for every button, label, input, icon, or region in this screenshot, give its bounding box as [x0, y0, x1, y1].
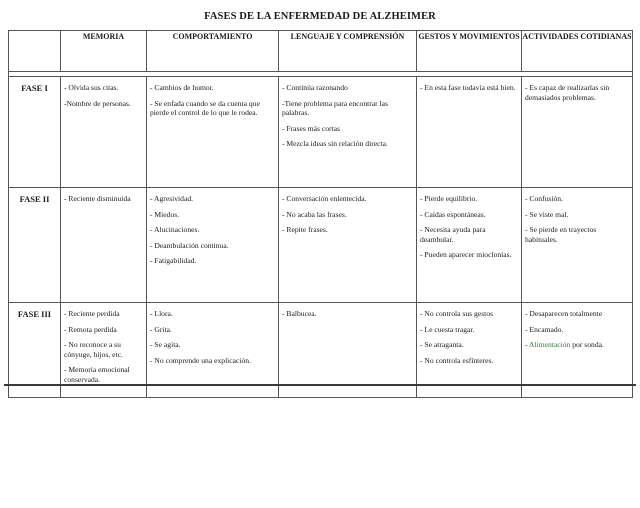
cell-text: - Caídas espontáneas.	[420, 209, 486, 219]
cell-text: - Se agita.	[150, 340, 181, 350]
cell-text: - Cambios de humor.	[150, 83, 214, 92]
cell-text: - Fatigabilidad.	[150, 256, 197, 266]
cell-text: - Frases más cortas	[282, 123, 340, 133]
cell-text: -Tiene problema para encontrar las palabras.	[282, 98, 388, 118]
table-row	[9, 77, 633, 188]
cell-text: - Continúa razonando	[282, 83, 348, 92]
cell-text: - Llora.	[150, 309, 173, 318]
text-suffix: por sonda.	[570, 340, 604, 350]
cell-text: - Alucinaciones.	[150, 225, 200, 235]
cell-text: - Le cuesta tragar.	[420, 324, 475, 334]
phase-label: FASE III	[9, 303, 61, 398]
cell-text: - Pierde equilibrio.	[420, 194, 478, 203]
cell-text: - Olvida sus citas.	[64, 83, 119, 92]
bottom-rule	[4, 384, 636, 386]
cell-text: - No controla sus gestos	[420, 309, 493, 318]
cell-text: - Remota perdida	[64, 324, 117, 334]
phase-label: FASE II	[9, 188, 61, 303]
cell-text: - No reconoce a su cónyuge, hijos, etc.	[64, 340, 123, 359]
cell-text: - Desaparecen totalmente	[525, 309, 603, 318]
header-actividades: ACTIVIDADES COTIDIANAS	[522, 31, 633, 72]
cell-lenguaje	[279, 77, 417, 188]
text-prefix: -	[525, 340, 530, 350]
cell-text: - Balbucea.	[282, 309, 317, 318]
header-empty	[9, 31, 61, 72]
cell-text: - No acaba las frases.	[282, 209, 347, 219]
header-comportamiento: COMPORTAMIENTO	[147, 31, 279, 72]
cell-memoria	[61, 188, 147, 303]
cell-text: - Deambulación continua.	[150, 240, 229, 250]
table-row	[9, 188, 633, 303]
cell-text: - Encamado.	[525, 324, 564, 334]
cell-text: - Pueden aparecer mioclonías.	[420, 250, 512, 260]
header-gestos: GESTOS Y MOVIMIENTOS	[417, 31, 522, 72]
cell-text: - Mezcla ideas sin relación directa.	[282, 139, 388, 149]
cell-comportamiento	[147, 188, 279, 303]
cell-lenguaje	[279, 188, 417, 303]
cell-text: - Se atraganta.	[420, 340, 464, 350]
cell-gestos	[417, 188, 522, 303]
cell-text: - Reciente perdida	[64, 309, 120, 318]
cell-text: - Grita.	[150, 324, 172, 334]
cell-text: - Se enfada cuando se da cuenta que pierde el control de lo que le rodea.	[150, 98, 260, 118]
cell-text: - Es capaz de realizarlas sin demasiados problemas.	[525, 83, 610, 102]
cell-text: - Se pierde en trayectos habituales.	[525, 225, 597, 244]
header-memoria: MEMORIA	[61, 31, 147, 72]
cell-comportamiento	[147, 77, 279, 188]
cell-gestos	[417, 77, 522, 188]
cell-text: - Confusión.	[525, 194, 563, 203]
cell-actividades	[522, 77, 633, 188]
cell-text: - Necesita ayuda para deambular.	[420, 225, 486, 244]
highlighted-word: Alimentación	[529, 340, 571, 350]
alzheimer-phases-table	[8, 30, 633, 398]
cell-actividades	[522, 188, 633, 303]
header-lenguaje: LENGUAJE Y COMPRENSIÓN	[279, 31, 417, 72]
cell-memoria	[61, 77, 147, 188]
cell-text: - Memoria emocional conservada.	[64, 365, 130, 384]
cell-text: -Nombre de personas.	[64, 98, 131, 108]
phase-label: FASE I	[9, 77, 61, 188]
cell-text: - Reciente disminuida	[64, 194, 131, 203]
cell-text: - No comprende una explicación.	[150, 355, 251, 365]
cell-text: - Agresividad.	[150, 194, 194, 203]
cell-text: - Conversación enlentecida.	[282, 194, 367, 203]
page-title: FASES DE LA ENFERMEDAD DE ALZHEIMER	[204, 11, 436, 22]
cell-text: - No controla esfínteres.	[420, 355, 494, 365]
cell-text: - Se viste mal.	[525, 209, 569, 219]
cell-text: - Miedos.	[150, 209, 180, 219]
header-row	[9, 31, 633, 72]
cell-text: - En esta fase todavía está bien.	[420, 83, 516, 92]
cell-text-mixed	[525, 340, 629, 350]
cell-text: - Repite frases.	[282, 225, 328, 235]
